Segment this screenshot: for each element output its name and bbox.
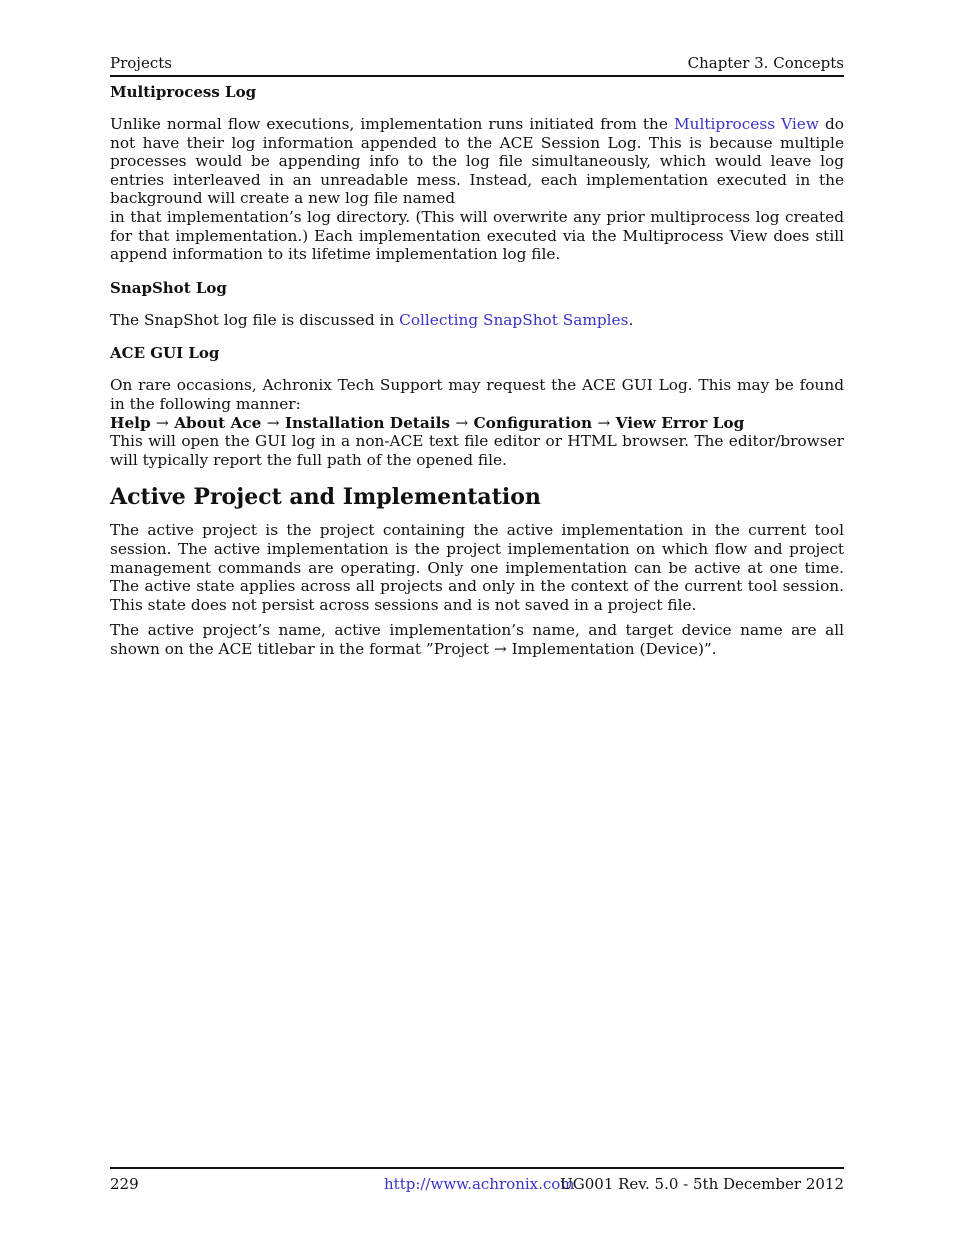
snapshot-log-heading: SnapShot Log: [110, 278, 227, 297]
page-content: [110, 82, 844, 658]
page-header: [110, 54, 844, 77]
arrow-right-icon: →: [455, 413, 469, 432]
menu-about-ace: About Ace: [174, 413, 262, 432]
active-paragraph-2: The active project’s name, active implementation’s name, and target device name are all shown on the ACE titlebar in the format ”Project → Implementation (Device)”.: [110, 621, 844, 658]
snapshot-paragraph: [110, 311, 844, 330]
ace-gui-paragraph-2: This will open the GUI log in a non-ACE text file editor or HTML browser. The editor/browser will typically report the full path of the opened file.: [110, 432, 844, 469]
multiprocess-text-pre: Unlike normal flow executions, implementation runs initiated from the: [110, 115, 674, 133]
header-chapter: Chapter 3. Concepts: [687, 54, 844, 72]
collecting-snapshot-link[interactable]: Collecting SnapShot Samples: [399, 310, 629, 329]
multiprocess-text-post: in that implementation’s log directory. (This will overwrite any prior multiprocess log created for that implementation.) Each implementation executed via the Multiprocess View does still append information to its lifetime implementation log file.: [110, 207, 844, 264]
snapshot-text-post: .: [628, 310, 634, 329]
menu-path: [110, 414, 844, 433]
multiprocess-paragraph: [110, 115, 844, 264]
page-footer: [110, 1167, 844, 1197]
arrow-right-icon: →: [266, 413, 280, 432]
header-section: Projects: [110, 54, 172, 72]
snapshot-text-pre: The SnapShot log file is discussed in: [110, 310, 400, 329]
document-revision: UG001 Rev. 5.0 - 5th December 2012: [560, 1175, 844, 1193]
footer-url-link[interactable]: http://www.achronix.com: [384, 1175, 575, 1193]
multiprocess-log-heading: Multiprocess Log: [110, 83, 257, 101]
menu-configuration: Configuration: [473, 413, 593, 432]
menu-help: Help: [110, 413, 151, 432]
ace-gui-log-heading: ACE GUI Log: [110, 344, 220, 363]
document-page: [110, 0, 844, 1235]
arrow-right-icon: →: [156, 413, 169, 432]
multiprocess-view-link[interactable]: Multiprocess View: [673, 115, 819, 133]
ace-gui-paragraph: On rare occasions, Achronix Tech Support may request the ACE GUI Log. This may be found in the following manner:: [110, 376, 844, 413]
arrow-right-icon: →: [597, 413, 611, 432]
page-number: 229: [110, 1175, 139, 1193]
menu-installation-details: Installation Details: [284, 413, 451, 432]
active-paragraph-1: The active project is the project containing the active implementation in the current tool session. The active implementation is the project implementation on which flow and project management commands are operating. Only one implementation can be active at one time. The active state applies across all projects and only in the context of the current tool session. This state does not persist across sessions and is not saved in a project file.: [110, 521, 844, 614]
menu-view-error-log: View Error Log: [615, 413, 745, 432]
multiprocess-text-mid: do not have their log information appended to the ACE Session Log. This is because multiple processes would be appending info to the log file simultaneously, which would leave log entries interleaved in an unreadable mess. Instead, each implementation executed in the background will create a new log file named: [110, 115, 844, 208]
active-project-heading: Active Project and Implementation: [110, 484, 541, 511]
